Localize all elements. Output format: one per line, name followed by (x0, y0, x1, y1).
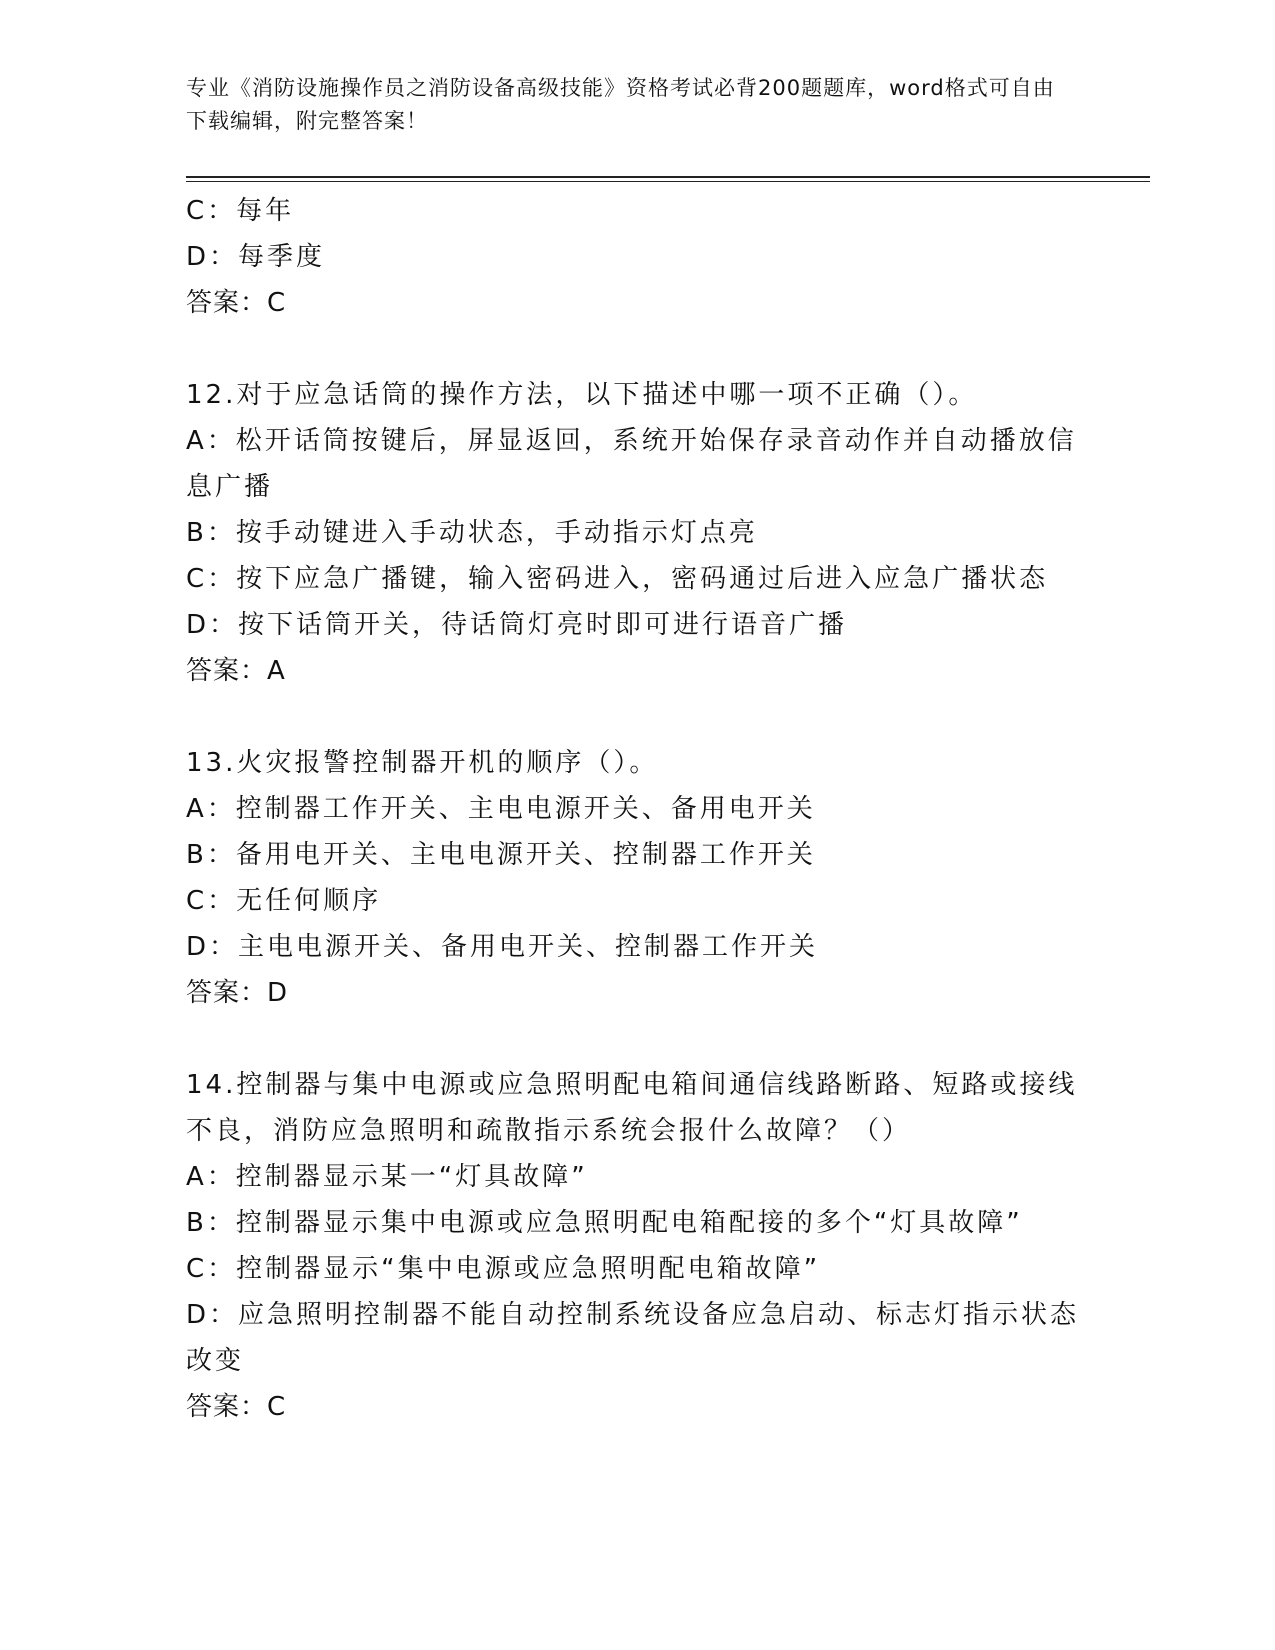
spacer (186, 326, 1086, 372)
q13-stem: 13.火灾报警控制器开机的顺序（）。 (186, 748, 659, 778)
q13-option-c: C：无任何顺序 (186, 886, 382, 916)
question-content (186, 188, 1086, 1430)
header-rule-thin (186, 181, 1150, 182)
q13-option-a: A：控制器工作开关、主电电源开关、备用电开关 (186, 794, 816, 824)
q14-stem: 14.控制器与集中电源或应急照明配电箱间通信线路断路、短路或接线不良，消防应急照明和疏散指示系统会报什么故障？（） (186, 1070, 1078, 1146)
q14-option-b: B：控制器显示集中电源或应急照明配电箱配接的多个“灯具故障” (186, 1208, 1023, 1238)
spacer (186, 694, 1086, 740)
prev-answer: 答案：C (186, 288, 287, 318)
header-rule-thick (186, 176, 1150, 178)
q14-option-a: A：控制器显示某一“灯具故障” (186, 1162, 588, 1192)
prev-option-d: D：每季度 (186, 242, 326, 272)
q12-option-a: A：松开话筒按键后，屏显返回，系统开始保存录音动作并自动播放信息广播 (186, 426, 1077, 502)
prev-option-c: C：每年 (186, 196, 295, 226)
q14-option-c: C：控制器显示“集中电源或应急照明配电箱故障” (186, 1254, 821, 1284)
spacer (186, 1016, 1086, 1062)
q14-answer: 答案：C (186, 1392, 287, 1422)
q14-option-d: D：应急照明控制器不能自动控制系统设备应急启动、标志灯指示状态改变 (186, 1300, 1080, 1376)
q12-stem: 12.对于应急话筒的操作方法，以下描述中哪一项不正确（）。 (186, 380, 978, 410)
q12-option-d: D：按下话筒开关，待话筒灯亮时即可进行语音广播 (186, 610, 848, 640)
q12-option-b: B：按手动键进入手动状态，手动指示灯点亮 (186, 518, 758, 548)
q12-answer: 答案：A (186, 656, 286, 686)
page-header: 专业《消防设施操作员之消防设备高级技能》资格考试必背200题题库，word格式可自由下载编辑，附完整答案！ (186, 76, 1055, 133)
q13-answer: 答案：D (186, 978, 289, 1008)
q13-option-d: D：主电电源开关、备用电开关、控制器工作开关 (186, 932, 819, 962)
q12-option-c: C：按下应急广播键，输入密码进入，密码通过后进入应急广播状态 (186, 564, 1049, 594)
q13-option-b: B：备用电开关、主电电源开关、控制器工作开关 (186, 840, 816, 870)
